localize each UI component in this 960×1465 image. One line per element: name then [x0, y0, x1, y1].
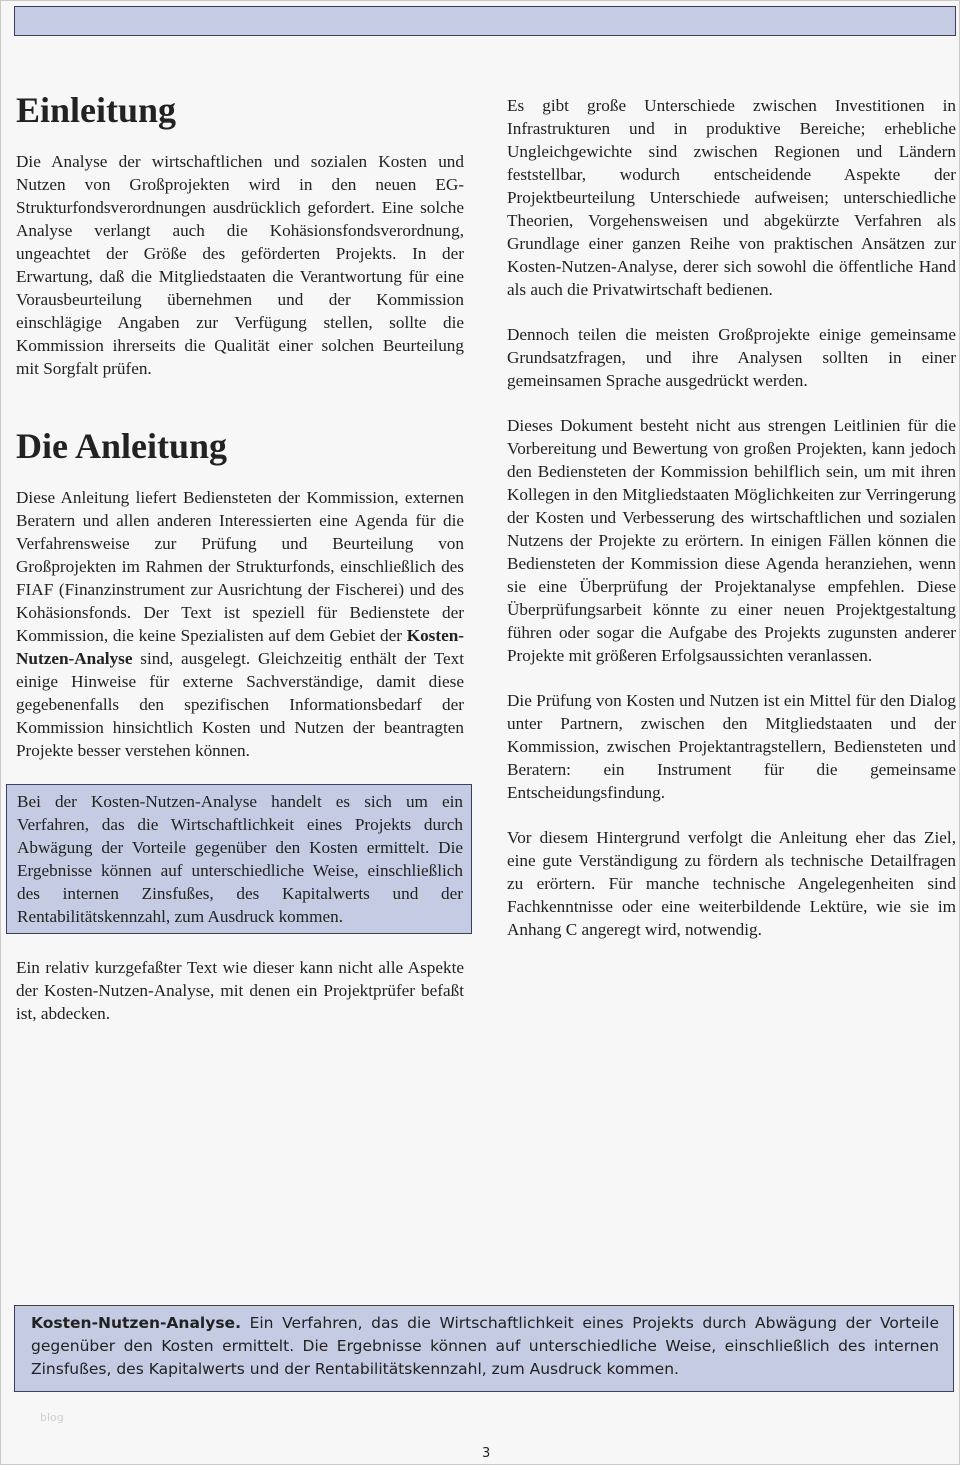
callout-box	[6, 784, 472, 934]
left-column	[16, 90, 464, 1025]
watermark: blog	[40, 1411, 64, 1424]
right-column	[507, 94, 956, 941]
right-paragraph-3: Dieses Dokument besteht nicht aus strengen Leitlinien für die Vorbereitung und Bewertung von großen Projekten, kann jedoch den Bediensteten der Kommission behilflich sein, um mit ihren Kollegen in den Mitgliedstaaten Möglichkeiten zur Verringerung der Kosten und Verbesserung des wirtschaftlichen und sozialen Nutzens der Projekte zu erörtern. In einigen Fällen können die Bediensteten der Kommission diese Agenda heranziehen, wenn sie eine Überprüfung der Projektanalyse empfehlen. Diese Überprüfungsarbeit könnte zu einer neuen Projektgestaltung führen oder sogar die Aufgabe des Projekts zugunsten anderer Projekte mit größeren Erfolgsaussichten veranlassen.	[507, 416, 956, 665]
intro-paragraph: Die Analyse der wirtschaftlichen und sozialen Kosten und Nutzen von Großprojekten wird in den neuen EG-Strukturfondsverordnungen ausdrücklich gefordert. Eine solche Analyse verlangt auch die Kohäsionsfondsverordnung, ungeachtet der Größe des geförderten Projekts. In der Erwartung, daß die Mitgliedstaaten die Verantwortung für eine Vorausbeurteilung übernehmen und der Kommission einschlägige Angaben zur Verfügung stellen, sollte die Kommission ihrerseits die Qualität einer solchen Beurteilung mit Sorgfalt prüfen.	[16, 152, 464, 378]
bold-term: Kosten-Nutzen-Analyse	[16, 626, 464, 668]
definition-term: Kosten-Nutzen-Analyse.	[31, 1314, 241, 1332]
guide-paragraph: Diese Anleitung liefert Bediensteten der Kommission, externen Beratern und allen anderen Interessierten eine Agenda für die Verfahrensweise zur Prüfung und Beurteilung von Großprojekten im Rahmen der Strukturfonds, einschließlich des FIAF (Finanzinstrument zur Ausrichtung der Fischerei) und des Kohäsionsfonds. Der Text ist speziell für Bedienstete der Kommission, die keine Spezialisten auf dem Gebiet der Kosten-Nutzen-Analyse sind, ausgelegt. Gleichzeitig enthält der Text einige Hinweise für externe Sachverständige, damit diese gegebenenfalls den spezifischen Informationsbedarf der Kommission hinsichtlich Kosten und Nutzen der beantragten Projekte besser verstehen können.	[16, 488, 464, 760]
definition-box	[14, 1305, 954, 1392]
right-paragraph-5: Vor diesem Hintergrund verfolgt die Anleitung eher das Ziel, eine gute Verständigung zu fördern als technische Detailfragen zu erörtern. Für manche technische Angelegenheiten sind Fachkenntnisse oder eine weiterbildende Lektüre, wie sie im Anhang C angeregt wird, notwendig.	[507, 828, 956, 939]
page-number: 3	[482, 1446, 491, 1461]
guide-heading: Die Anleitung	[16, 426, 228, 466]
callout-text: Bei der Kosten-Nutzen-Analyse handelt es sich um ein Verfahren, das die Wirtschaftlichkeit eines Projekts durch Abwägung der Vorteile gegenüber den Kosten ermittelt. Die Ergebnisse können auf unterschiedliche Weise, einschließlich des internen Zinsfußes, des Kapitalwerts und der Rentabilitätskennzahl, zum Ausdruck kommen.	[17, 792, 463, 926]
right-paragraph-4: Die Prüfung von Kosten und Nutzen ist ein Mittel für den Dialog unter Partnern, zwischen den Mitgliedstaaten und der Kommission, zwischen Projektantragstellern, Bediensteten und Beratern: ein Instrument für die gemeinsame Entscheidungsfindung.	[507, 691, 956, 802]
header-bar	[14, 6, 956, 36]
right-paragraph-2: Dennoch teilen die meisten Großprojekte einige gemeinsame Grundsatzfragen, und ihre Analysen sollten in einer gemeinsamen Sprache ausgedrückt werden.	[507, 325, 956, 390]
right-paragraph-1: Es gibt große Unterschiede zwischen Investitionen in Infrastrukturen und in produktive Bereiche; erhebliche Ungleichgewichte sind zwischen Regionen und Ländern feststellbar, wodurch entscheidende Aspekte der Projektbeurteilung Unterschiede aufweisen; unterschiedliche Theorien, Vorgehensweisen und abgekürzte Verfahren als Grundlage einer ganzen Reihe von praktischen Ansätzen zur Kosten-Nutzen-Analyse, derer sich sowohl die öffentliche Hand als auch die Privatwirtschaft bedienen.	[507, 96, 956, 299]
definition-text: Kosten-Nutzen-Analyse. Ein Verfahren, das die Wirtschaftlichkeit eines Projekts durch Abwägung der Vorteile gegenüber den Kosten ermittelt. Die Ergebnisse können auf unterschiedliche Weise, einschließlich des internen Zinsfußes, des Kapitalwerts und der Rentabilitätskennzahl, zum Ausdruck kommen.	[31, 1314, 939, 1378]
intro-heading: Einleitung	[16, 90, 177, 130]
guide-closing-paragraph: Ein relativ kurzgefaßter Text wie dieser kann nicht alle Aspekte der Kosten-Nutzen-Analyse, mit denen ein Projektprüfer befaßt ist, abdecken.	[16, 958, 464, 1023]
